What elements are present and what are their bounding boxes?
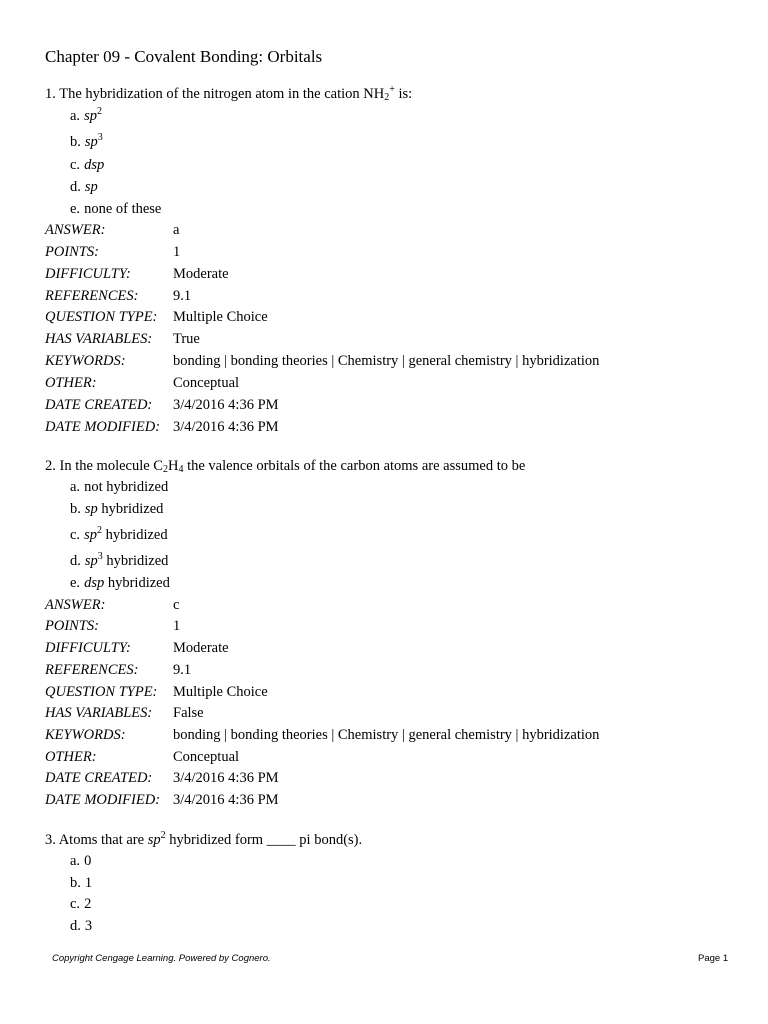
points-value: 1 [173, 244, 181, 260]
points-label: POINTS: [45, 244, 99, 260]
option-c [70, 896, 91, 913]
page-number: Page 1 [698, 953, 729, 964]
date-created-value: 3/4/2016 4:36 PM [173, 397, 279, 413]
superscript: + [389, 84, 395, 95]
option-italic: sp [84, 134, 98, 150]
question-2-stem [45, 458, 525, 475]
option-text: hybridized [104, 575, 170, 591]
option-italic: dsp [84, 575, 105, 591]
question-type-value: Multiple Choice [173, 309, 268, 325]
references-label: REFERENCES: [45, 288, 139, 304]
question-text: 3. Atoms that are [45, 832, 148, 848]
option-d [70, 918, 92, 935]
question-text: is: [394, 86, 413, 102]
option-text: none of these [84, 201, 162, 217]
has-variables-label: HAS VARIABLES: [45, 705, 153, 721]
option-letter: b. [70, 875, 81, 891]
keywords-value: bonding | bonding theories | Chemistry | general chemistry | hybridization [173, 727, 600, 743]
option-letter: d. [70, 553, 81, 569]
question-text: 1. The hybridization of the nitrogen atom in the cation NH [45, 86, 385, 102]
option-letter: a. [70, 108, 81, 124]
option-letter: c. [70, 157, 81, 173]
option-text: 2 [84, 896, 92, 912]
option-d [70, 179, 98, 196]
points-value: 1 [173, 618, 181, 634]
option-e [70, 575, 170, 592]
option-italic: sp [84, 108, 97, 124]
question-type-label: QUESTION TYPE: [45, 309, 158, 325]
difficulty-label: DIFFICULTY: [45, 640, 131, 656]
option-sup: 2 [96, 106, 102, 117]
date-created-label: DATE CREATED: [45, 397, 153, 413]
option-text: 1 [84, 875, 93, 891]
question-text: 2. In the molecule C [45, 458, 163, 474]
footer-copyright: Copyright Cengage Learning. Powered by Cognero. [52, 953, 271, 964]
answer-label: ANSWER: [45, 597, 106, 613]
option-letter: d. [70, 918, 81, 934]
date-modified-label: DATE MODIFIED: [45, 419, 161, 435]
subscript: 2 [384, 92, 390, 103]
other-label: OTHER: [45, 749, 97, 765]
option-d [70, 553, 168, 570]
option-letter: c. [70, 527, 81, 543]
option-text: hybridized [97, 501, 164, 517]
other-label: OTHER: [45, 375, 97, 391]
answer-value: a [173, 222, 180, 238]
superscript: 2 [160, 830, 166, 841]
option-text: 3 [84, 918, 93, 934]
option-a [70, 108, 102, 125]
difficulty-label: DIFFICULTY: [45, 266, 131, 282]
other-value: Conceptual [173, 375, 240, 391]
option-letter: d. [70, 179, 81, 195]
option-letter: b. [70, 134, 81, 150]
option-italic: dsp [84, 157, 105, 173]
option-b [70, 875, 92, 892]
option-sup: 2 [96, 525, 102, 536]
date-created-value: 3/4/2016 4:36 PM [173, 770, 279, 786]
option-italic: sp [84, 553, 98, 569]
date-modified-value: 3/4/2016 4:36 PM [173, 419, 279, 435]
question-1-stem [45, 86, 412, 103]
option-text: 0 [84, 853, 92, 869]
option-text: not hybridized [84, 479, 169, 495]
option-italic: sp [84, 527, 97, 543]
option-b [70, 134, 103, 151]
option-italic: sp [84, 179, 98, 195]
keywords-value: bonding | bonding theories | Chemistry | general chemistry | hybridization [173, 353, 600, 369]
option-letter: e. [70, 575, 81, 591]
option-text: hybridized [102, 553, 169, 569]
option-sup: 3 [97, 551, 103, 562]
has-variables-value: True [173, 331, 200, 347]
option-a [70, 853, 91, 870]
has-variables-value: False [173, 705, 204, 721]
page-title: Chapter 09 - Covalent Bonding: Orbitals [45, 47, 323, 66]
question-text: hybridized form ____ pi bond(s). [165, 832, 363, 848]
option-b [70, 501, 163, 518]
references-value: 9.1 [173, 662, 192, 678]
option-sup: 3 [97, 132, 103, 143]
question-italic: sp [147, 832, 161, 848]
option-c [70, 157, 104, 174]
question-text: H [167, 458, 179, 474]
subscript: 4 [178, 464, 184, 475]
option-italic: sp [84, 501, 98, 517]
option-letter: e. [70, 201, 81, 217]
answer-label: ANSWER: [45, 222, 106, 238]
difficulty-value: Moderate [173, 266, 229, 282]
question-text: the valence orbitals of the carbon atoms are assumed to be [183, 458, 526, 474]
question-type-label: QUESTION TYPE: [45, 684, 158, 700]
option-e [70, 201, 161, 218]
option-letter: c. [70, 896, 81, 912]
option-text: hybridized [101, 527, 168, 543]
points-label: POINTS: [45, 618, 99, 634]
option-letter: a. [70, 479, 81, 495]
subscript: 2 [162, 464, 168, 475]
date-modified-label: DATE MODIFIED: [45, 792, 161, 808]
option-letter: b. [70, 501, 81, 517]
references-value: 9.1 [173, 288, 192, 304]
references-label: REFERENCES: [45, 662, 139, 678]
question-type-value: Multiple Choice [173, 684, 268, 700]
date-created-label: DATE CREATED: [45, 770, 153, 786]
question-3-stem [45, 832, 362, 849]
difficulty-value: Moderate [173, 640, 229, 656]
other-value: Conceptual [173, 749, 240, 765]
keywords-label: KEYWORDS: [45, 353, 126, 369]
option-c [70, 527, 168, 544]
answer-value: c [173, 597, 180, 613]
keywords-label: KEYWORDS: [45, 727, 126, 743]
option-a [70, 479, 168, 496]
has-variables-label: HAS VARIABLES: [45, 331, 153, 347]
date-modified-value: 3/4/2016 4:36 PM [173, 792, 279, 808]
option-letter: a. [70, 853, 81, 869]
